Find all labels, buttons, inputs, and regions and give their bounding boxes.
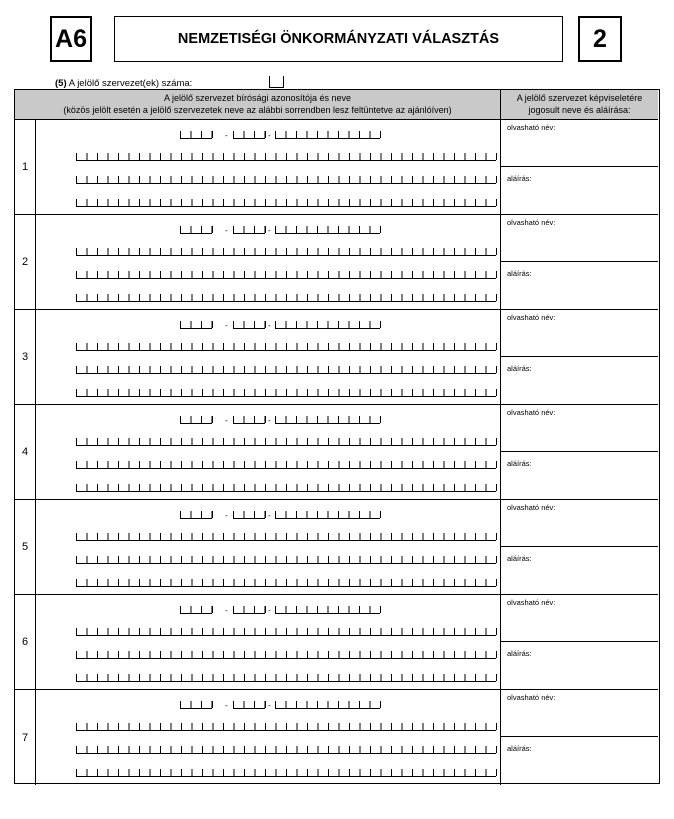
organization-entry bbox=[36, 690, 501, 785]
table-row bbox=[15, 690, 658, 785]
signature-field[interactable] bbox=[501, 547, 658, 595]
court-id-part2-field[interactable] bbox=[233, 131, 265, 139]
court-id-part1-field[interactable] bbox=[180, 606, 212, 614]
readable-name-field[interactable] bbox=[501, 215, 658, 262]
organization-count-field[interactable] bbox=[269, 76, 284, 88]
readable-name-field[interactable] bbox=[501, 500, 658, 547]
organization-name-line2-field[interactable] bbox=[76, 556, 496, 564]
court-id-part2-field[interactable] bbox=[233, 226, 265, 234]
row-number: 5 bbox=[15, 500, 36, 594]
nominating-organizations-table bbox=[14, 89, 660, 784]
id-separator: - bbox=[225, 226, 228, 235]
organization-name-line2-field[interactable] bbox=[76, 271, 496, 279]
court-id-part3-field[interactable] bbox=[275, 701, 380, 709]
table-row bbox=[15, 500, 658, 595]
readable-name-label: olvasható név: bbox=[507, 503, 556, 512]
court-id-part2-field[interactable] bbox=[233, 321, 265, 329]
table-row bbox=[15, 215, 658, 310]
row-number: 6 bbox=[15, 595, 36, 689]
representative-cell bbox=[501, 310, 658, 404]
page-number-box bbox=[578, 16, 622, 62]
representative-cell bbox=[501, 215, 658, 309]
readable-name-label: olvasható név: bbox=[507, 408, 556, 417]
representative-cell bbox=[501, 120, 658, 214]
id-separator: - bbox=[268, 321, 271, 330]
organization-entry bbox=[36, 120, 501, 214]
organization-entry bbox=[36, 215, 501, 309]
row-number: 7 bbox=[15, 690, 36, 785]
readable-name-label: olvasható név: bbox=[507, 123, 556, 132]
table-row bbox=[15, 405, 658, 500]
organization-name-line3-field[interactable] bbox=[76, 294, 496, 302]
court-id-part3-field[interactable] bbox=[275, 131, 380, 139]
header-left-line1: A jelölő szervezet bírósági azonosítója és neve bbox=[163, 93, 352, 103]
row-number: 1 bbox=[15, 120, 36, 214]
court-id-part2-field[interactable] bbox=[233, 416, 265, 424]
court-id-part3-field[interactable] bbox=[275, 321, 380, 329]
title-box bbox=[114, 16, 563, 62]
organization-name-line1-field[interactable] bbox=[76, 438, 496, 446]
court-id-part1-field[interactable] bbox=[180, 226, 212, 234]
id-separator: - bbox=[268, 416, 271, 425]
readable-name-label: olvasható név: bbox=[507, 218, 556, 227]
organization-name-line2-field[interactable] bbox=[76, 366, 496, 374]
signature-label: aláírás: bbox=[507, 269, 532, 278]
court-id-part2-field[interactable] bbox=[233, 511, 265, 519]
readable-name-field[interactable] bbox=[501, 120, 658, 167]
id-separator: - bbox=[225, 321, 228, 330]
signature-label: aláírás: bbox=[507, 649, 532, 658]
readable-name-field[interactable] bbox=[501, 405, 658, 452]
signature-field[interactable] bbox=[501, 357, 658, 405]
organization-name-line1-field[interactable] bbox=[76, 343, 496, 351]
representative-cell bbox=[501, 500, 658, 594]
count-label-text: A jelölő szervezet(ek) száma: bbox=[68, 78, 193, 89]
organization-name-line2-field[interactable] bbox=[76, 461, 496, 469]
organization-name-line2-field[interactable] bbox=[76, 176, 496, 184]
form-title: NEMZETISÉGI ÖNKORMÁNYZATI VÁLASZTÁS bbox=[177, 31, 500, 47]
table-header-organization bbox=[15, 90, 501, 120]
row-number: 2 bbox=[15, 215, 36, 309]
organization-name-line3-field[interactable] bbox=[76, 674, 496, 682]
page-number: 2 bbox=[593, 24, 607, 53]
table-row bbox=[15, 595, 658, 690]
signature-label: aláírás: bbox=[507, 364, 532, 373]
court-id-part1-field[interactable] bbox=[180, 416, 212, 424]
table-row bbox=[15, 310, 658, 405]
organization-name-line2-field[interactable] bbox=[76, 651, 496, 659]
organization-name-line1-field[interactable] bbox=[76, 628, 496, 636]
signature-label: aláírás: bbox=[507, 744, 532, 753]
signature-label: aláírás: bbox=[507, 459, 532, 468]
organization-name-line1-field[interactable] bbox=[76, 248, 496, 256]
organization-entry bbox=[36, 405, 501, 499]
form-code-box bbox=[50, 16, 92, 62]
readable-name-field[interactable] bbox=[501, 310, 658, 357]
table-header-representative bbox=[501, 90, 658, 120]
id-separator: - bbox=[268, 511, 271, 520]
id-separator: - bbox=[268, 701, 271, 710]
court-id-part3-field[interactable] bbox=[275, 511, 380, 519]
organization-name-line1-field[interactable] bbox=[76, 723, 496, 731]
id-separator: - bbox=[225, 131, 228, 140]
row-number: 4 bbox=[15, 405, 36, 499]
court-id-part1-field[interactable] bbox=[180, 321, 212, 329]
form-code: A6 bbox=[55, 24, 87, 53]
signature-label: aláírás: bbox=[507, 554, 532, 563]
id-separator: - bbox=[268, 606, 271, 615]
court-id-part3-field[interactable] bbox=[275, 416, 380, 424]
section-number: (5) bbox=[55, 78, 67, 89]
court-id-part3-field[interactable] bbox=[275, 226, 380, 234]
court-id-part3-field[interactable] bbox=[275, 606, 380, 614]
table-row bbox=[15, 120, 658, 215]
id-separator: - bbox=[225, 511, 228, 520]
header-right-line1: A jelölő szervezet képviseletére bbox=[516, 93, 643, 103]
signature-field[interactable] bbox=[501, 452, 658, 500]
organization-name-line3-field[interactable] bbox=[76, 389, 496, 397]
id-separator: - bbox=[225, 701, 228, 710]
court-id-part1-field[interactable] bbox=[180, 701, 212, 709]
id-separator: - bbox=[268, 226, 271, 235]
readable-name-field[interactable] bbox=[501, 690, 658, 737]
id-separator: - bbox=[225, 606, 228, 615]
id-separator: - bbox=[225, 416, 228, 425]
court-id-part2-field[interactable] bbox=[233, 701, 265, 709]
organization-name-line3-field[interactable] bbox=[76, 769, 496, 777]
court-id-part1-field[interactable] bbox=[180, 511, 212, 519]
organization-entry bbox=[36, 310, 501, 404]
court-id-part2-field[interactable] bbox=[233, 606, 265, 614]
readable-name-label: olvasható név: bbox=[507, 693, 556, 702]
signature-field[interactable] bbox=[501, 737, 658, 785]
organization-name-line1-field[interactable] bbox=[76, 533, 496, 541]
readable-name-label: olvasható név: bbox=[507, 598, 556, 607]
readable-name-field[interactable] bbox=[501, 595, 658, 642]
organization-entry bbox=[36, 500, 501, 594]
row-number: 3 bbox=[15, 310, 36, 404]
representative-cell bbox=[501, 405, 658, 499]
header-right-line2: jogosult neve és aláírása: bbox=[528, 105, 631, 115]
organization-count-label bbox=[55, 78, 192, 89]
id-separator: - bbox=[268, 131, 271, 140]
organization-name-line3-field[interactable] bbox=[76, 199, 496, 207]
representative-cell bbox=[501, 595, 658, 689]
readable-name-label: olvasható név: bbox=[507, 313, 556, 322]
representative-cell bbox=[501, 690, 658, 785]
organization-name-line3-field[interactable] bbox=[76, 484, 496, 492]
organization-name-line1-field[interactable] bbox=[76, 153, 496, 161]
header-left-line2: (közös jelölt esetén a jelölő szervezetek neve az alábbi sorrendben lesz feltüntetve az ajánlóíven) bbox=[63, 105, 452, 115]
signature-field[interactable] bbox=[501, 167, 658, 215]
organization-name-line3-field[interactable] bbox=[76, 579, 496, 587]
organization-entry bbox=[36, 595, 501, 689]
court-id-part1-field[interactable] bbox=[180, 131, 212, 139]
signature-field[interactable] bbox=[501, 262, 658, 310]
signature-field[interactable] bbox=[501, 642, 658, 690]
organization-name-line2-field[interactable] bbox=[76, 746, 496, 754]
signature-label: aláírás: bbox=[507, 174, 532, 183]
